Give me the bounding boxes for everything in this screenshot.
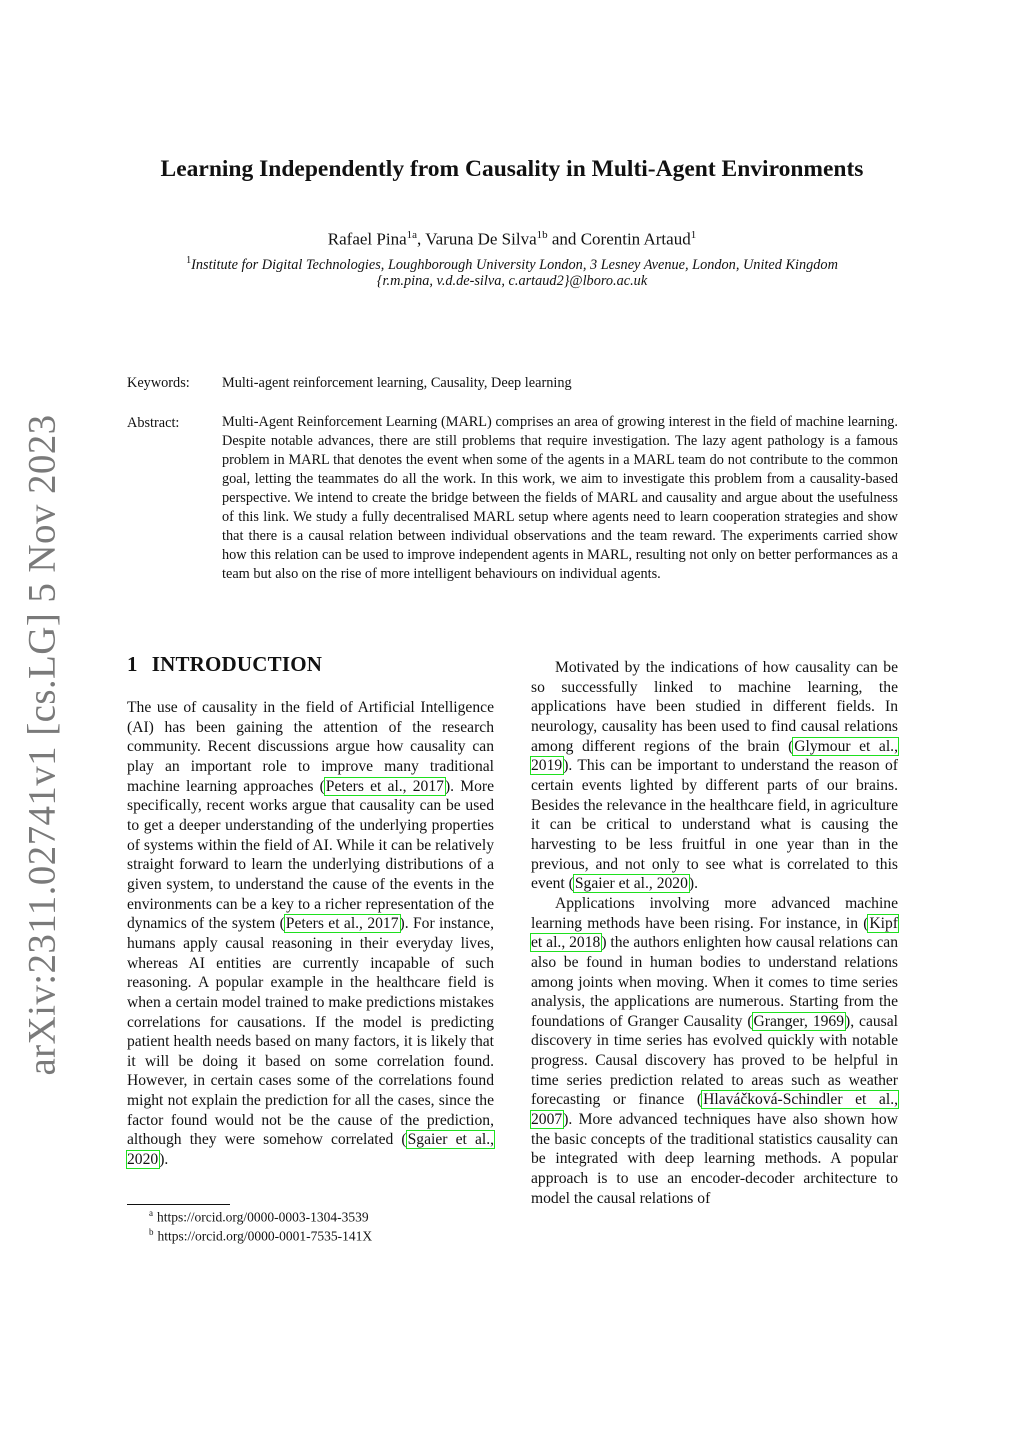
abstract-text: Multi-Agent Reinforcement Learning (MARL) comprises an area of growing interest in the field of machine learning. Despite notable advances, there are still problems that require investigation. The lazy agent pathology is a famous problem in MARL that denotes the event when some of the agents in a MARL team do not contribute to the common goal, letting the teammates do all the work. In this work, we aim to investigate this problem from a causality-based perspective. We intend to create the bridge between the fields of MARL and causality and argue about the usefulness of this link. We study a fully decentralised MARL setup where agents need to learn cooperation strategies and show that there is a causal relation between individual observations and the team reward. The experiments carried show how this relation can be used to improve independent agents in MARL, resulting not only on better performances as a team but also on the rise of more intelligent behaviours on individual agents. <box>222 414 898 582</box>
footnote <box>149 1208 369 1226</box>
footnote <box>149 1227 372 1245</box>
citation-link[interactable]: Hlaváčková-Schindler et al., 2007 <box>531 1091 898 1129</box>
footnote-link[interactable]: https://orcid.org/0000-0001-7535-141X <box>157 1228 373 1244</box>
paragraph-text: ). <box>688 875 698 893</box>
arxiv-identifier-text: arXiv:2311.02741v1 [cs.LG] 5 Nov 2023 <box>20 414 64 1076</box>
affiliation <box>100 255 924 274</box>
abstract-label: Abstract: <box>127 415 180 431</box>
footnote-mark: b <box>149 1227 154 1237</box>
author-superscript: 1 <box>690 229 697 241</box>
paragraph-text: ). <box>159 1151 169 1169</box>
affiliation-superscript: 1 <box>186 255 192 266</box>
footnote-link[interactable]: https://orcid.org/0000-0003-1304-3539 <box>157 1209 369 1225</box>
paragraph-text: ). For instance, humans apply causal reasoning in their everyday lives, whereas AI entities are currently incapable of such reasoning. A popular example in the healthcare field is when a certain model trained to make predictions mistakes correlations for causations. If the model is predicting patient health needs based on many factors, it is likely that it will be doing it based on some correlation found. However, in certain cases some of the correlations found might not explain the prediction for all the cases, since the factor found would not be the cause of the prediction, although they were somehow correlated ( <box>127 915 494 1149</box>
author-separator: , <box>417 229 426 249</box>
section-number: 1 <box>127 652 138 676</box>
footnote-divider <box>127 1204 230 1205</box>
section-heading <box>127 652 322 677</box>
author-emails: {r.m.pina, v.d.de-silva, c.artaud2}@lboro.ac.uk <box>376 273 648 289</box>
right-column <box>531 658 898 1208</box>
paragraph <box>531 658 898 894</box>
paragraph-text: Applications involving more advanced machine learning methods have been rising. For instance, in ( <box>531 894 898 932</box>
paragraph-text: Motivated by the indications of how causality can be so successfully linked to machine learning, the applications have been studied in different fields. In neurology, causality has been used to find causal relations among different regions of the brain ( <box>531 659 898 755</box>
left-column <box>127 698 494 1170</box>
citation-link[interactable]: Glymour et al., 2019 <box>531 737 898 775</box>
author-list <box>100 229 924 250</box>
citation-link[interactable]: Kipf et al., 2018 <box>531 914 898 952</box>
footnote-mark: a <box>149 1208 153 1218</box>
paragraph-text: ). More advanced techniques have also shown how the basic concepts of the traditional statistics causality can be integrated with deep learning methods. A popular approach is to use an encoder-decoder architecture to model the causal relations of <box>531 1111 898 1207</box>
citation-link[interactable]: Peters et al., 2017 <box>285 915 399 933</box>
author-name: Rafael Pina <box>327 229 407 249</box>
paper-title: Learning Independently from Causality in Multi-Agent Environments <box>160 156 864 182</box>
paragraph-text: ). This can be important to understand the reason of certain events lighted by different parts of our brains. Besides the relevance in the healthcare field, in agriculture it can be critical to understand what is causing the harvesting to be less fruitful in one year than in the previous, and not only to see what is correlated to this event ( <box>531 757 898 893</box>
citation-link[interactable]: Sgaier et al., 2020 <box>574 875 688 893</box>
author-separator: and <box>547 229 581 249</box>
citation-link[interactable]: Peters et al., 2017 <box>325 777 444 795</box>
paragraph-text: ) the authors enlighten how causal relations can also be found in human bodies to understand relations among joints when moving. When it comes to time series analysis, the applications are numerous. Starting from the foundations of Granger Causality ( <box>531 934 898 1030</box>
paragraph-text: ). More specifically, recent works argue that causality can be used to get a deeper understanding of the underlying properties of systems within the field of AI. While it can be relatively straight forward to learn the underlying distributions of a given system, to understand the cause of the events in the environments can be a key to a richer representation of the dynamics of the system ( <box>127 777 495 933</box>
author-superscript: 1a <box>406 229 418 241</box>
section-title: INTRODUCTION <box>151 652 323 676</box>
citation-link[interactable]: Sgaier et al., 2020 <box>127 1131 494 1169</box>
citation-link[interactable]: Granger, 1969 <box>753 1012 845 1030</box>
author-name: Corentin Artaud <box>580 229 691 249</box>
keywords-text: Multi-agent reinforcement learning, Causality, Deep learning <box>222 375 572 391</box>
author-name: Varuna De Silva <box>425 229 537 249</box>
author-superscript: 1b <box>536 229 548 241</box>
paragraph-text: ), causal discovery in time series has evolved quickly with notable progress. Causal discovery has proved to be helpful in time series prediction related to areas such as weather forecasting or finance ( <box>531 1012 898 1109</box>
paragraph-text: The use of causality in the field of Artificial Intelligence (AI) has been gaining the attention of the research community. Recent discussions argue how causality can play an important role to improve many traditional machine learning approaches ( <box>127 699 494 795</box>
paragraph <box>531 894 898 1209</box>
paragraph <box>127 698 494 1170</box>
affiliation-text: Institute for Digital Technologies, Loughborough University London, 3 Lesney Avenue, London, United Kingdom <box>191 256 838 273</box>
keywords-label: Keywords: <box>127 375 190 391</box>
